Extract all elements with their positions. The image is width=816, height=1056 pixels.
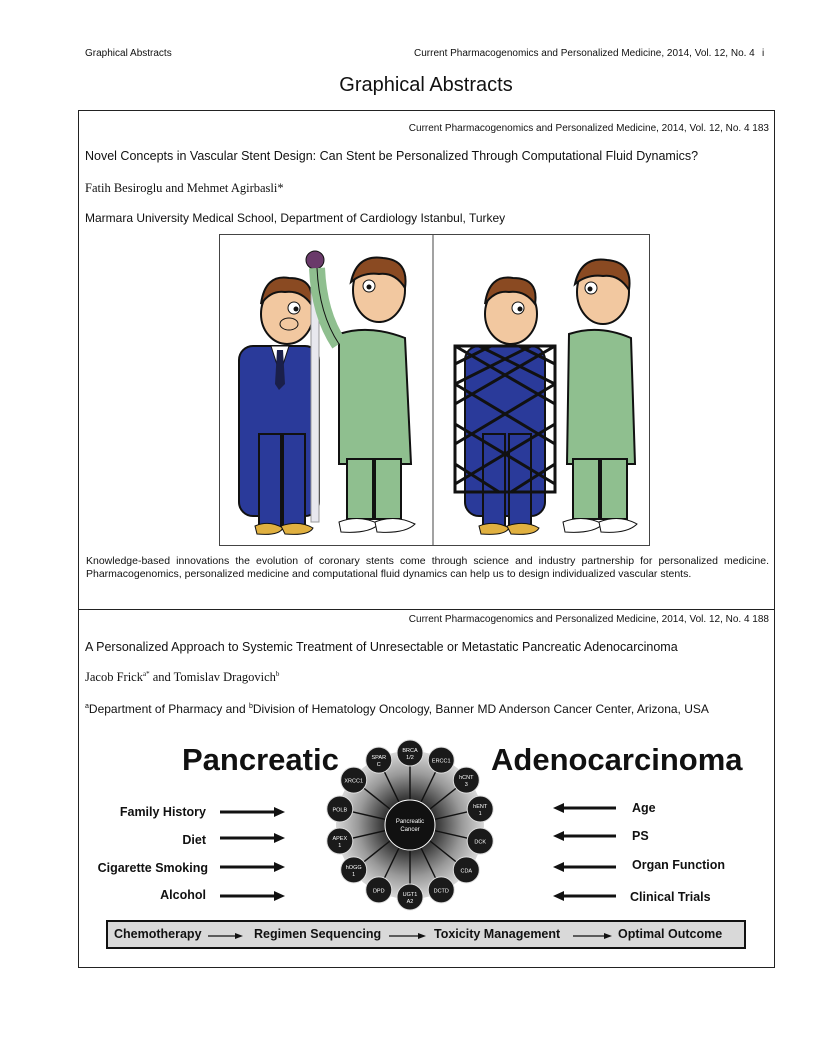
abstract-1-authors: Fatih Besiroglu and Mehmet Agirbasli* [85,181,284,195]
gene-label: DCK [474,839,487,846]
center-node [385,800,435,850]
gene-label: SPAR [371,755,387,762]
gene-label: DPD [372,888,385,895]
abstract-1-affiliation: Marmara University Medical School, Department of Cardiology Istanbul, Turkey [85,211,506,225]
gene-label: 1 [478,810,482,817]
flow-chemotherapy: Chemotherapy [114,927,202,941]
gene-label: UGT1 [402,892,418,898]
gene-label: POLB [332,807,348,814]
gene-label: ERCC1 [431,758,451,765]
right-factor-organ-function: Organ Function [632,858,726,872]
author-2-sup: b [275,670,280,678]
flow-arrows [205,930,615,942]
stent-cartoon-illustration [219,234,650,546]
center-label-line-1: Pancreatic [395,819,425,825]
abstract-2-citation: Current Pharmacogenomics and Personalized Medicine, 2014, Vol. 12, No. 4 188 [408,614,769,625]
diagram-word-adenocarcinoma: Adenocarcinoma [491,742,743,777]
left-factor-cigarette-smoking: Cigarette Smoking [97,861,208,875]
gene-label: 1/2 [406,755,414,761]
affil-part-2: Division of Hematology Oncology, Banner MD Anderson Cancer Center, Arizona, USA [252,702,709,716]
gene-label: hOGG [345,864,362,871]
gene-label: BRCA [402,748,418,754]
affil-sup-a: a [85,703,89,710]
author-1: Jacob Frick [85,670,143,685]
gene-wheel-diagram [310,735,510,915]
gene-label: hENT [473,803,488,810]
affil-sup-b: b [248,703,253,710]
author-join: and Tomislav Dragovich [149,670,276,685]
gene-label: C [376,762,381,769]
abstract-1-citation: Current Pharmacogenomics and Personalized Medicine, 2014, Vol. 12, No. 4 183 [408,123,769,134]
running-header-left: Graphical Abstracts [85,48,172,59]
diagram-word-pancreatic: Pancreatic [182,742,339,777]
abstract-2-authors [85,670,279,685]
affil-part-1: Department of Pharmacy and [88,702,249,716]
flow-regimen-sequencing: Regimen Sequencing [254,927,382,941]
abstract-1-title[interactable]: Novel Concepts in Vascular Stent Design: Can Stent be Personalized Through Computational Fluid Dynamics? [85,149,699,163]
flow-optimal-outcome: Optimal Outcome [618,927,723,941]
gene-label: 1 [338,843,342,850]
right-factor-ps: PS [632,829,649,843]
gene-label: A2 [406,899,414,905]
page-title: Graphical Abstracts [339,74,513,96]
left-arrows [218,800,290,906]
abstract-divider [78,609,775,610]
gene-label: 3 [464,782,468,789]
left-factor-diet: Diet [182,833,206,847]
gene-label: 1 [352,871,356,878]
author-1-sup: a* [142,670,150,678]
gene-label: XRCC1 [344,778,364,785]
right-arrows [548,796,620,906]
running-header-journal: Current Pharmacogenomics and Personalized Medicine, 2014, Vol. 12, No. 4 [414,48,755,59]
left-factor-family-history: Family History [119,805,206,819]
right-factor-age: Age [632,801,656,815]
abstract-1-summary: Knowledge-based innovations the evolution of coronary stents come through science and industry partnership for personalized medicine. Pharmacogenomics, personalized medicine and computational fluid dynamics can help us to design individualized vascular stents. [86,555,769,580]
flow-toxicity-management: Toxicity Management [434,927,561,941]
left-factor-alcohol: Alcohol [160,888,206,902]
gene-label: DCTD [433,888,449,895]
abstract-2-affiliation [85,702,709,716]
right-factor-clinical-trials: Clinical Trials [630,890,711,904]
gene-label: hCNT [459,775,474,782]
center-label-line-2: Cancer [400,827,420,833]
gene-label: APEX [332,836,348,843]
running-header-page: i [762,48,765,59]
gene-label: CDA [460,868,473,875]
abstract-2-title[interactable]: A Personalized Approach to Systemic Treatment of Unresectable or Metastatic Pancreatic Adenocarcinoma [85,640,678,654]
